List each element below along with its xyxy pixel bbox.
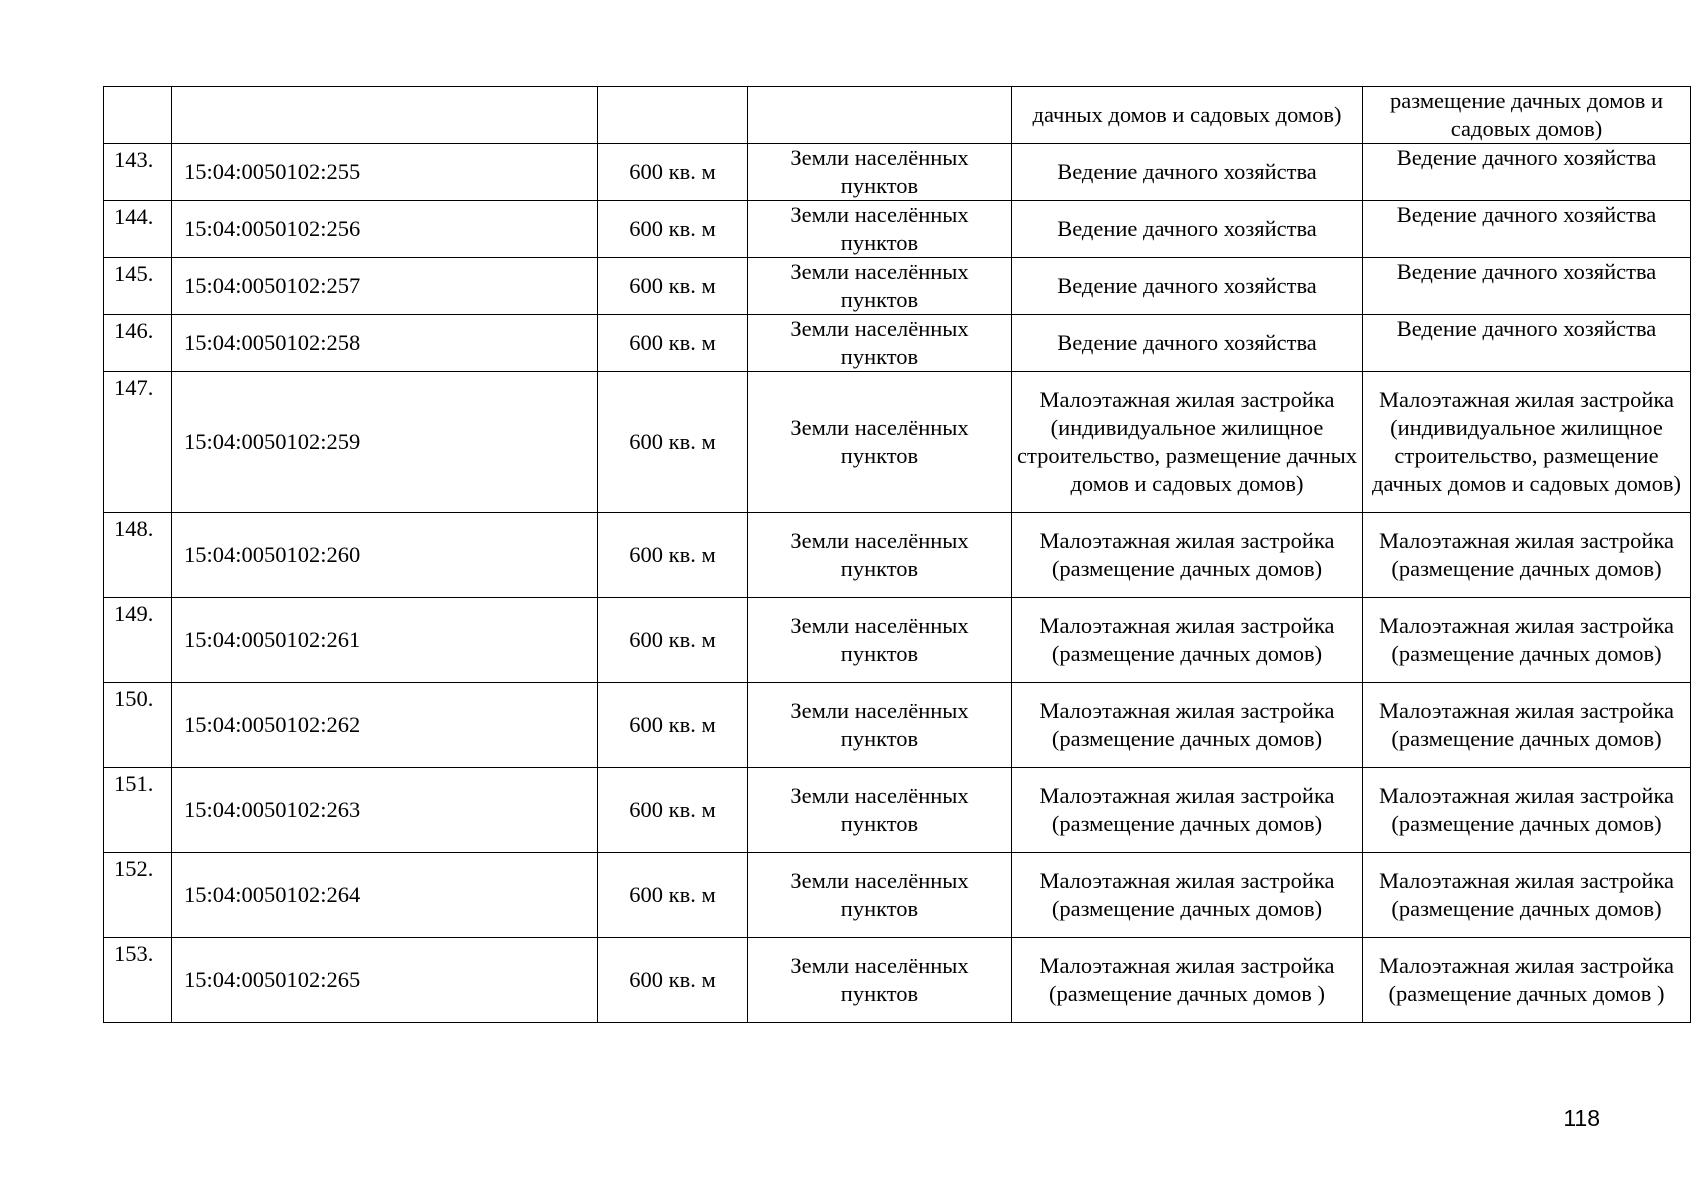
table-row xyxy=(104,315,1691,372)
table-row xyxy=(104,513,1691,598)
row-number: 147. xyxy=(104,372,172,513)
cadastral-number xyxy=(172,87,598,144)
cadastral-number: 15:04:0050102:256 xyxy=(172,201,598,258)
land-category: Земли населённых пунктов xyxy=(748,768,1012,853)
land-use: Ведение дачного хозяйства xyxy=(1012,144,1363,201)
permitted-use: Малоэтажная жилая застройка (размещение дачных домов) xyxy=(1363,683,1691,768)
land-category: Земли населённых пунктов xyxy=(748,683,1012,768)
row-number: 143. xyxy=(104,144,172,201)
cadastral-number: 15:04:0050102:259 xyxy=(172,372,598,513)
land-plots-table xyxy=(103,86,1691,1023)
plot-area: 600 кв. м xyxy=(598,372,748,513)
table-row xyxy=(104,372,1691,513)
permitted-use: Ведение дачного хозяйства xyxy=(1363,315,1691,372)
land-category: Земли населённых пунктов xyxy=(748,513,1012,598)
cadastral-number: 15:04:0050102:260 xyxy=(172,513,598,598)
table-row xyxy=(104,683,1691,768)
row-number: 151. xyxy=(104,768,172,853)
land-category: Земли населённых пунктов xyxy=(748,938,1012,1023)
table-row xyxy=(104,768,1691,853)
row-number: 144. xyxy=(104,201,172,258)
cadastral-number: 15:04:0050102:257 xyxy=(172,258,598,315)
plot-area: 600 кв. м xyxy=(598,258,748,315)
table-row xyxy=(104,201,1691,258)
land-use: дачных домов и садовых домов) xyxy=(1012,87,1363,144)
land-category: Земли населённых пунктов xyxy=(748,598,1012,683)
cadastral-number: 15:04:0050102:265 xyxy=(172,938,598,1023)
table-row xyxy=(104,87,1691,144)
row-number xyxy=(104,87,172,144)
land-use: Малоэтажная жилая застройка (размещение дачных домов) xyxy=(1012,513,1363,598)
land-category: Земли населённых пунктов xyxy=(748,853,1012,938)
plot-area: 600 кв. м xyxy=(598,315,748,372)
permitted-use: размещение дачных домов и садовых домов) xyxy=(1363,87,1691,144)
row-number: 150. xyxy=(104,683,172,768)
permitted-use: Малоэтажная жилая застройка (размещение дачных домов) xyxy=(1363,768,1691,853)
cadastral-number: 15:04:0050102:263 xyxy=(172,768,598,853)
row-number: 152. xyxy=(104,853,172,938)
land-category: Земли населённых пунктов xyxy=(748,258,1012,315)
cadastral-number: 15:04:0050102:258 xyxy=(172,315,598,372)
land-use: Ведение дачного хозяйства xyxy=(1012,258,1363,315)
plot-area: 600 кв. м xyxy=(598,513,748,598)
land-category: Земли населённых пунктов xyxy=(748,201,1012,258)
land-use: Малоэтажная жилая застройка (размещение дачных домов) xyxy=(1012,768,1363,853)
table-row xyxy=(104,853,1691,938)
land-category: Земли населённых пунктов xyxy=(748,372,1012,513)
row-number: 148. xyxy=(104,513,172,598)
row-number: 153. xyxy=(104,938,172,1023)
land-category: Земли населённых пунктов xyxy=(748,144,1012,201)
plot-area xyxy=(598,87,748,144)
plot-area: 600 кв. м xyxy=(598,201,748,258)
land-use: Малоэтажная жилая застройка (индивидуальное жилищное строительство, размещение дачных домов и садовых домов) xyxy=(1012,372,1363,513)
page-number: 118 xyxy=(1563,1105,1600,1131)
plot-area: 600 кв. м xyxy=(598,144,748,201)
permitted-use: Ведение дачного хозяйства xyxy=(1363,144,1691,201)
land-use: Малоэтажная жилая застройка (размещение дачных домов) xyxy=(1012,683,1363,768)
permitted-use: Ведение дачного хозяйства xyxy=(1363,201,1691,258)
permitted-use: Малоэтажная жилая застройка (размещение дачных домов) xyxy=(1363,853,1691,938)
permitted-use: Малоэтажная жилая застройка (размещение дачных домов) xyxy=(1363,513,1691,598)
cadastral-number: 15:04:0050102:261 xyxy=(172,598,598,683)
table-row xyxy=(104,144,1691,201)
plot-area: 600 кв. м xyxy=(598,853,748,938)
cadastral-number: 15:04:0050102:255 xyxy=(172,144,598,201)
plot-area: 600 кв. м xyxy=(598,683,748,768)
row-number: 149. xyxy=(104,598,172,683)
land-use: Малоэтажная жилая застройка (размещение дачных домов) xyxy=(1012,853,1363,938)
permitted-use: Ведение дачного хозяйства xyxy=(1363,258,1691,315)
land-use: Малоэтажная жилая застройка (размещение дачных домов ) xyxy=(1012,938,1363,1023)
land-use: Малоэтажная жилая застройка (размещение дачных домов) xyxy=(1012,598,1363,683)
cadastral-number: 15:04:0050102:264 xyxy=(172,853,598,938)
land-category: Земли населённых пунктов xyxy=(748,315,1012,372)
land-use: Ведение дачного хозяйства xyxy=(1012,315,1363,372)
row-number: 145. xyxy=(104,258,172,315)
land-use: Ведение дачного хозяйства xyxy=(1012,201,1363,258)
row-number: 146. xyxy=(104,315,172,372)
permitted-use: Малоэтажная жилая застройка (размещение дачных домов ) xyxy=(1363,938,1691,1023)
table-row xyxy=(104,598,1691,683)
plot-area: 600 кв. м xyxy=(598,938,748,1023)
permitted-use: Малоэтажная жилая застройка (размещение дачных домов) xyxy=(1363,598,1691,683)
table-row xyxy=(104,258,1691,315)
plot-area: 600 кв. м xyxy=(598,768,748,853)
cadastral-number: 15:04:0050102:262 xyxy=(172,683,598,768)
permitted-use: Малоэтажная жилая застройка (индивидуальное жилищное строительство, размещение дачных домов и садовых домов) xyxy=(1363,372,1691,513)
table-row xyxy=(104,938,1691,1023)
plot-area: 600 кв. м xyxy=(598,598,748,683)
land-category xyxy=(748,87,1012,144)
